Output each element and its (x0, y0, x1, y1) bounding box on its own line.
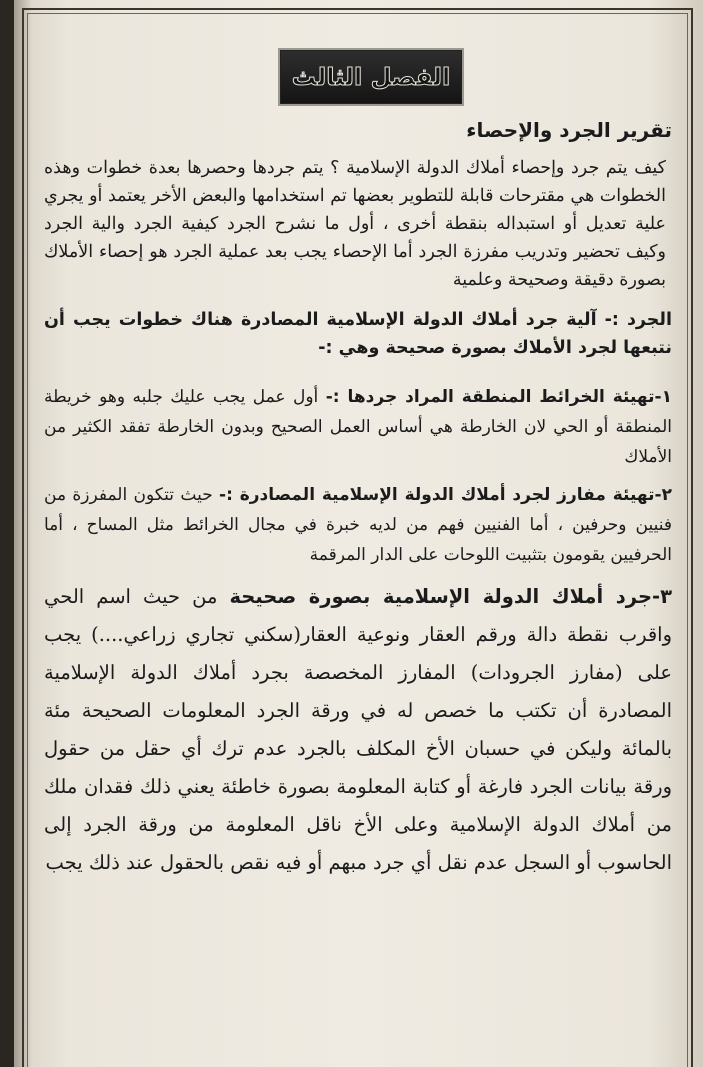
item-number: ٢- (654, 485, 672, 505)
chapter-title-box (278, 48, 464, 106)
item-text: أول عمل يجب عليك جلبه وهو خريطة المنطقة أو الحي لان الخارطة هي أساس العمل الصحيح وبدون الخارطة تفقد الكثير من الأملاك (44, 387, 672, 467)
item-title: تهيئة الخرائط المنطقة المراد جردها :- (325, 387, 655, 407)
intro-paragraph: كيف يتم جرد وإحصاء أملاك الدولة الإسلامية ؟ يتم جردها وحصرها بعدة خطوات وهذه الخطوات هي مقترحات قابلة للتطوير بعضها تم استخدامها والبعض الأخر يعتمد أو يجري علية تعديل أو استبداله بنقطة أخرى ، أول ما نشرح الجرد كيفية الجرد والية الجرد وكيف تحضير وتدريب مفرزة الجرد أما الإحصاء يجب بعد عملية الجرد هو إحصاء الأملاك بصورة دقيقة وصحيحة وعلمية (44, 158, 666, 290)
list-item (44, 382, 672, 472)
document-page (14, 0, 703, 1067)
item-text: من حيث اسم الحي واقرب نقطة دالة ورقم العقار ونوعية العقار(سكني تجاري زراعي....) يجب على (مفارز الجرودات) المفارز المخصصة بجرد أملاك الدولة الإسلامية المصادرة أن تكتب ما خصص له في ورقة الجرد المعلومات الصحيحة مئة بالمائة وليكن في حسبان الأخ المكلف بالجرد عدم ترك أي حقل من حقول ورقة بيانات الجرد فارغة أو كتابة المعلومة بصورة خاطئة يعني ذلك فقدان ملك من أملاك الدولة الإسلامية وعلى الأخ ناقل المعلومة من ورقة الجرد إلى الحاسوب أو السجل عدم نقل أي جرد مبهم أو فيه نقص بالحقول عند ذلك يجب (44, 585, 672, 874)
list-item (44, 480, 672, 570)
chapter-title: الفصل الثالث (291, 63, 451, 91)
lead-paragraph: الجرد :- آلية جرد أملاك الدولة الإسلامية المصادرة هناك خطوات يجب أن نتبعها لجرد الأملاك بصورة صحيحة وهي :- (44, 310, 672, 358)
document-body (44, 118, 672, 890)
item-text: حيث تتكون المفرزة من فنيين وحرفين ، أما الفنيين فهم من لديه خبرة في مجال الخرائط مثل المساح ، أما الحرفيين يقومون بتثبيت اللوحات على الدار المرقمة (44, 485, 672, 565)
item-title: تهيئة مفارز لجرد أملاك الدولة الإسلامية المصادرة :- (219, 485, 655, 505)
item-number: ١- (654, 387, 672, 407)
item-title: جرد أملاك الدولة الإسلامية بصورة صحيحة (229, 585, 652, 608)
item-number: ٣- (652, 585, 672, 608)
section-heading: تقرير الجرد والإحصاء (466, 118, 672, 142)
list-item (44, 578, 672, 882)
